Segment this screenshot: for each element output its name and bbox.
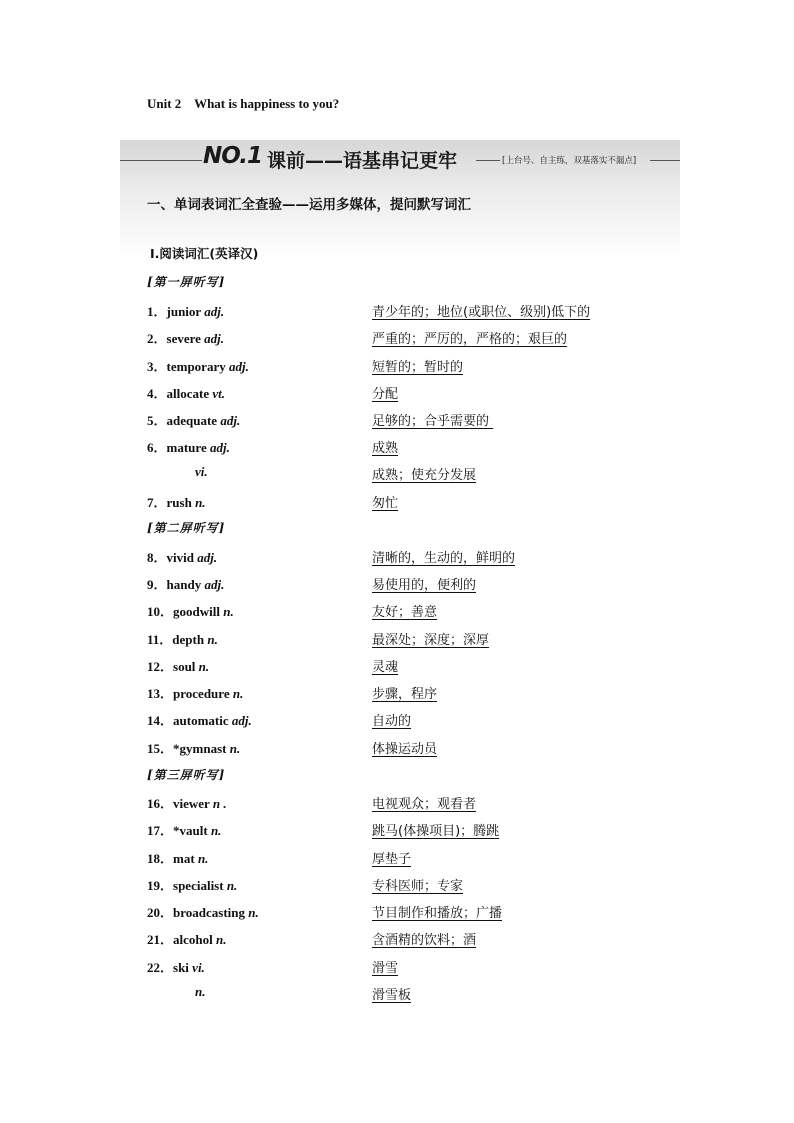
vocab-word: 15．*gymnast n. [147, 741, 241, 756]
vocab-meaning: 严重的；严厉的，严格的；艰巨的 [372, 332, 568, 347]
vocab-word: 12．soul n. [147, 659, 210, 674]
vocab-meaning: 成熟；使充分发展 [372, 468, 477, 483]
vocab-word: 17．*vault n. [147, 823, 222, 838]
vocab-meaning: 清晰的，生动的，鲜明的 [372, 551, 516, 566]
vocab-meaning: 灵魂 [372, 660, 399, 675]
banner-note: [上台号、自主练，双基落实不漏点] [502, 156, 637, 166]
vocab-meaning: 足够的；合乎需要的 [372, 414, 494, 429]
banner-rule-middle [476, 160, 500, 161]
vocab-meaning: 含酒精的饮料；酒 [372, 933, 477, 948]
banner-number: NO.1 [203, 143, 263, 169]
vocab-meaning: 跳马(体操项目)；腾跳 [372, 824, 500, 839]
vocab-word: 18．mat n. [147, 851, 209, 866]
vocab-meaning: 易使用的，便利的 [372, 578, 477, 593]
vocab-word: 19．specialist n. [147, 878, 238, 893]
sub-heading: Ⅰ.阅读词汇(英译汉) [150, 246, 259, 261]
vocab-meaning: 分配 [372, 387, 399, 402]
vocab-meaning: 电视观众；观看者 [372, 797, 477, 812]
vocab-meaning: 最深处；深度；深厚 [372, 633, 490, 648]
vocab-word: 11．depth n. [147, 632, 218, 647]
section-heading: 一、单词表词汇全查验——运用多媒体，提问默写词汇 [147, 197, 471, 213]
vocab-word: 10．goodwill n. [147, 604, 234, 619]
vocab-meaning: 厚垫子 [372, 852, 412, 867]
vocab-meaning: 滑雪板 [372, 988, 412, 1003]
banner-rule-left [120, 160, 202, 161]
unit-title: Unit 2 What is happiness to you? [147, 96, 340, 111]
vocab-word: 22．ski vi. [147, 960, 205, 975]
vocab-meaning: 匆忙 [372, 496, 399, 511]
vocab-meaning: 自动的 [372, 714, 412, 729]
group-label-1: [第一屏听写] [147, 275, 226, 289]
vocab-word: 3．temporary adj. [147, 359, 249, 374]
vocab-word: 13．procedure n. [147, 686, 244, 701]
vocab-word: 1．junior adj. [147, 304, 225, 319]
vocab-meaning: 步骤，程序 [372, 687, 438, 702]
vocab-word: 9．handy adj. [147, 577, 225, 592]
vocab-word: 21．alcohol n. [147, 932, 227, 947]
vocab-word: 2．severe adj. [147, 331, 225, 346]
group-label-2: [第二屏听写] [147, 521, 226, 535]
vocab-meaning: 专科医师；专家 [372, 879, 464, 894]
vocab-word: 4．allocate vt. [147, 386, 225, 401]
vocab-meaning: 节目制作和播放；广播 [372, 906, 503, 921]
vocab-meaning: 短暂的；暂时的 [372, 360, 464, 375]
group-label-3: [第三屏听写] [147, 768, 226, 782]
vocab-word: vi. [195, 464, 208, 479]
vocab-word: 16．viewer n . [147, 796, 227, 811]
vocab-word: 14．automatic adj. [147, 713, 252, 728]
vocab-meaning: 体操运动员 [372, 742, 438, 757]
vocab-word: 8．vivid adj. [147, 550, 218, 565]
vocab-word: 7．rush n. [147, 495, 206, 510]
vocab-meaning: 滑雪 [372, 961, 399, 976]
vocab-meaning: 青少年的；地位(或职位、级别)低下的 [372, 305, 591, 320]
vocab-word: 6．mature adj. [147, 440, 230, 455]
vocab-word: 5．adequate adj. [147, 413, 241, 428]
banner-title: 课前——语基串记更牢 [267, 150, 458, 172]
banner-rule-right [650, 160, 680, 161]
vocab-word: n. [195, 984, 206, 999]
vocab-meaning: 友好；善意 [372, 605, 438, 620]
vocab-meaning: 成熟 [372, 441, 399, 456]
vocab-word: 20．broadcasting n. [147, 905, 259, 920]
